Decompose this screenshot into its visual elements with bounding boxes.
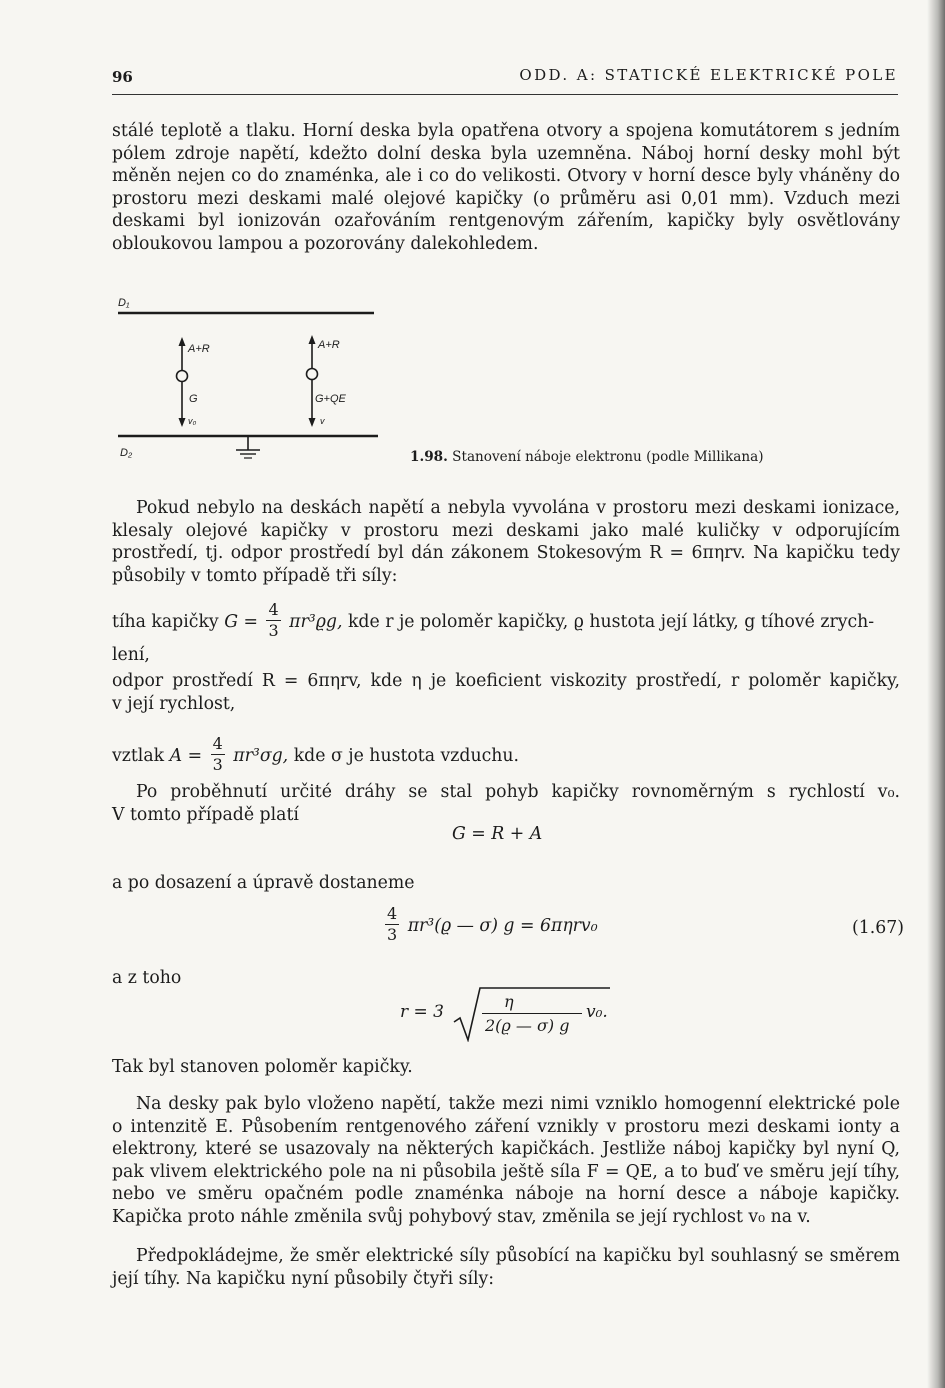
running-head: ODD. A: STATICKÉ ELEKTRICKÉ POLE <box>519 66 898 84</box>
left-droplet <box>177 371 188 382</box>
force-weight-line <box>112 602 874 643</box>
force-weight-symbol: G <box>224 612 238 632</box>
left-up-label: A+R <box>188 343 210 355</box>
equation-1-67 <box>382 906 598 947</box>
force-buoyancy-lead: vztlak <box>112 746 165 766</box>
radius-fraction-bar <box>482 1013 582 1014</box>
figure-number: 1.98. <box>410 449 448 465</box>
paragraph-uniform-line2: V tomto případě platí <box>112 805 299 825</box>
fraction-4-3-c: $\frac{4}{3}$ <box>387 904 398 944</box>
hence-text: a z toho <box>112 968 182 988</box>
equation-radius <box>400 986 630 1042</box>
force-buoyancy-line <box>112 736 519 777</box>
force-buoyancy-eq: = <box>187 746 203 766</box>
plate-bottom-label: D₂ <box>120 447 133 459</box>
force-buoyancy-expr: πr³σg, <box>233 746 289 766</box>
fraction-4-3-b: $\frac{4}{3}$ <box>212 734 223 774</box>
paragraph-field: Na desky pak bylo vloženo napětí, takže mezi nimi vzniklo homogenní elektrické pole o intenzitě E. Působením rentgenového záření vznikly v prostoru mezi deskami ionty a elektrony, které se usazovaly na některých kapičkách. Jestliže náboj kapičky byl nyní Q, pak vlivem elektrického pole na ni působila ještě síla F = QE, a to buď ve směru její tíhy, nebo ve směru opačném podle znaménka náboje na horní desce a náboje kapičky. Kapička proto náhle změnila svůj pohybový stav, změnila se její rychlost v₀ na v. <box>112 1094 900 1227</box>
after-substitution-text: a po dosazení a úpravě dostaneme <box>112 873 415 893</box>
right-down-arrow-head <box>309 418 316 427</box>
radius-lhs: r = 3 <box>400 1002 444 1022</box>
paragraph-uniform-line1: Po proběhnutí určité dráhy se stal pohyb kapičky rovnoměrným s rychlostí v₀. <box>136 782 900 802</box>
force-weight-eq: = <box>243 612 258 632</box>
left-down-label: G <box>189 393 198 405</box>
force-weight-expr: πr³ϱg, <box>289 612 343 632</box>
force-weight-tail: kde r je poloměr kapičky, ϱ hustota její látky, g tíhové zrych- <box>347 612 875 632</box>
paragraph-four-forces: Předpokládejme, že směr elektrické síly působící na kapičku byl souhlasný se směrem její tíhy. Na kapičku nyní působily čtyři síly: <box>112 1246 900 1289</box>
header-rule <box>112 94 898 95</box>
radius-numerator: η <box>504 992 514 1011</box>
force-weight-cont: lení, <box>112 645 150 665</box>
equation-balance: G = R + A <box>452 824 543 844</box>
intro-paragraph: stálé teplotě a tlaku. Horní deska byla opatřena otvory a spojena komutátorem s jedním pólem zdroje napětí, kdežto dolní deska byla uzemněna. Náboj horní desky mohl být měněn nejen co do znaménka, ale i co do velikosti. Otvory v horní desce byly vháněny do prostoru mezi deskami malé olejové kapičky (o průměru asi 0,01 mm). Vzduch mezi deskami byl ionizován ozařováním rentgenovým zářením, kapičky byly osvětlovány obloukovou lampou a pozorovány dalekohledem. <box>112 121 900 254</box>
right-up-label: A+R <box>318 339 340 351</box>
page-header <box>112 64 898 90</box>
page-edge-shadow <box>927 0 945 1388</box>
paragraph-stokes: Pokud nebylo na deskách napětí a nebyla vyvolána v prostoru mezi deskami ionizace, klesaly olejové kapičky v prostoru mezi deskami jako malé kuličky v odporujícím prostředí, tj. odpor prostředí byl dán zákonem Stokesovým R = 6πηrv. Na kapičku tedy působily v tomto případě tři síly: <box>112 498 900 586</box>
left-vel-label: v₀ <box>188 416 197 426</box>
fraction-4-3: $\frac{4}{3}$ <box>268 600 279 640</box>
left-down-arrow-head <box>179 418 186 427</box>
right-vel-label: v <box>320 416 325 426</box>
radius-result-text: Tak byl stanoven poloměr kapičky. <box>112 1057 413 1077</box>
radius-denominator: 2(ϱ — σ) g <box>485 1016 570 1035</box>
force-drag-line1: odpor prostředí R = 6πηrv, kde η je koeficient viskozity prostředí, r poloměr kapičky, <box>112 671 900 691</box>
millikan-figure <box>112 292 402 472</box>
equation-number: (1.67) <box>852 918 904 938</box>
plate-top-label: D₁ <box>118 297 130 309</box>
right-droplet <box>307 369 318 380</box>
figure-caption <box>410 449 764 465</box>
page-number: 96 <box>112 68 133 86</box>
force-buoyancy-symbol: A <box>169 746 183 766</box>
radius-tail: v₀. <box>586 1002 608 1022</box>
right-down-label: G+QE <box>315 393 346 405</box>
force-drag-line2: v její rychlost, <box>112 694 236 714</box>
right-up-arrow-head <box>309 335 316 344</box>
force-buoyancy-tail: kde σ je hustota vzduchu. <box>293 746 520 766</box>
equation-1-67-expr: πr³(ϱ — σ) g = 6πηrv₀ <box>407 916 598 936</box>
force-weight-lead: tíha kapičky <box>112 612 219 632</box>
left-up-arrow-head <box>179 337 186 346</box>
figure-caption-text: Stanovení náboje elektronu (podle Millikana) <box>452 449 764 465</box>
